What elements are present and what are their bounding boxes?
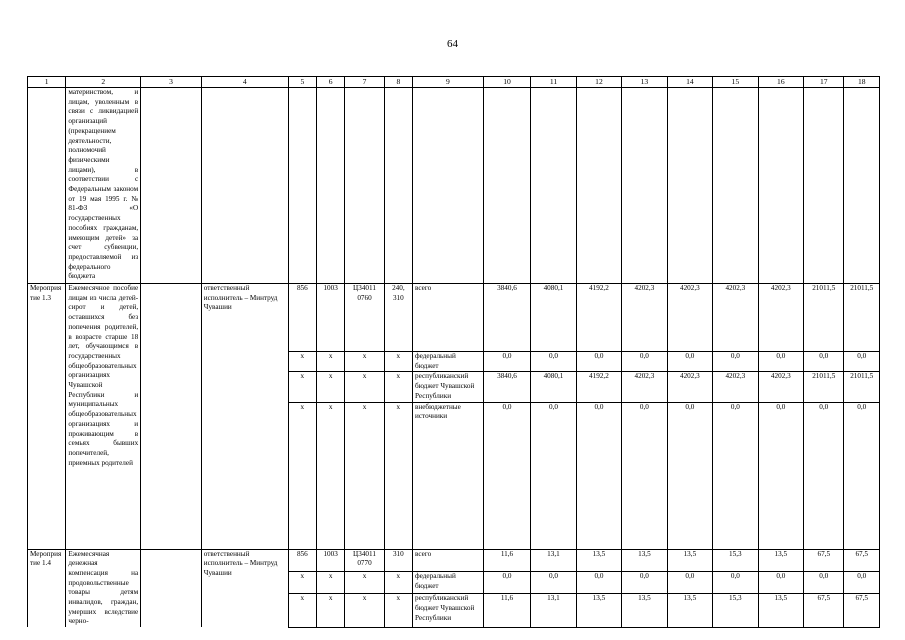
cont-col12 bbox=[576, 88, 621, 284]
value-cell: 67,5 bbox=[804, 594, 844, 627]
column-header-1: 1 bbox=[28, 77, 66, 88]
column-header-15: 15 bbox=[713, 77, 758, 88]
cell-c6: 1003 bbox=[317, 549, 345, 571]
cont-col1 bbox=[28, 88, 66, 284]
cell-c7: х bbox=[345, 571, 384, 593]
funding-source: всего bbox=[413, 284, 484, 352]
cell-c5: 856 bbox=[288, 284, 316, 352]
cell-c6: х bbox=[317, 594, 345, 627]
event-col3 bbox=[141, 549, 202, 627]
cont-col17 bbox=[804, 88, 844, 284]
cont-col5 bbox=[288, 88, 316, 284]
cont-col7 bbox=[345, 88, 384, 284]
cell-c5: х bbox=[288, 352, 316, 372]
value-cell: 4202,3 bbox=[713, 372, 758, 402]
value-cell: 4202,3 bbox=[758, 372, 803, 402]
value-cell: 13,5 bbox=[622, 549, 667, 571]
page-number: 64 bbox=[447, 38, 458, 50]
value-cell: 0,0 bbox=[713, 571, 758, 593]
value-cell: 11,6 bbox=[483, 549, 531, 571]
column-header-row bbox=[28, 77, 880, 88]
column-header-4: 4 bbox=[201, 77, 288, 88]
value-cell: 13,5 bbox=[576, 594, 621, 627]
value-cell: 21011,5 bbox=[804, 372, 844, 402]
value-cell: 13,1 bbox=[531, 549, 576, 571]
cont-col11 bbox=[531, 88, 576, 284]
value-cell: 13,5 bbox=[667, 594, 712, 627]
value-cell: 0,0 bbox=[758, 402, 803, 549]
value-cell: 67,5 bbox=[844, 549, 880, 571]
value-cell: 0,0 bbox=[713, 352, 758, 372]
value-cell: 0,0 bbox=[483, 402, 531, 549]
value-cell: 4080,1 bbox=[531, 284, 576, 352]
cell-c7: х bbox=[345, 402, 384, 549]
value-cell: 4202,3 bbox=[622, 372, 667, 402]
cell-c6: х bbox=[317, 571, 345, 593]
value-cell: 4202,3 bbox=[713, 284, 758, 352]
value-cell: 0,0 bbox=[667, 402, 712, 549]
value-cell: 21011,5 bbox=[804, 284, 844, 352]
event-label: Мероприятие 1.4 bbox=[28, 549, 66, 627]
value-cell: 13,5 bbox=[758, 594, 803, 627]
value-cell: 13,5 bbox=[576, 549, 621, 571]
value-cell: 67,5 bbox=[844, 594, 880, 627]
cell-c8: х bbox=[384, 372, 412, 402]
value-cell: 0,0 bbox=[531, 571, 576, 593]
value-cell: 4202,3 bbox=[622, 284, 667, 352]
value-cell: 13,5 bbox=[667, 549, 712, 571]
value-cell: 13,5 bbox=[622, 594, 667, 627]
cell-c7: х bbox=[345, 352, 384, 372]
value-cell: 0,0 bbox=[804, 352, 844, 372]
value-cell: 4202,3 bbox=[667, 372, 712, 402]
value-cell: 4192,2 bbox=[576, 284, 621, 352]
value-cell: 0,0 bbox=[622, 571, 667, 593]
value-cell: 0,0 bbox=[804, 402, 844, 549]
value-cell: 4192,2 bbox=[576, 372, 621, 402]
value-cell: 67,5 bbox=[804, 549, 844, 571]
funding-source: федеральный бюджет bbox=[413, 352, 484, 372]
event-executor: ответственный исполнитель – Минтруд Чувашии bbox=[201, 284, 288, 550]
cell-c5: х bbox=[288, 594, 316, 627]
cont-col9 bbox=[413, 88, 484, 284]
table-body bbox=[28, 77, 880, 628]
value-cell: 15,3 bbox=[713, 594, 758, 627]
cont-col13 bbox=[622, 88, 667, 284]
value-cell: 0,0 bbox=[667, 571, 712, 593]
column-header-2: 2 bbox=[66, 77, 141, 88]
cell-c7: х bbox=[345, 594, 384, 627]
cell-c5: 856 bbox=[288, 549, 316, 571]
cell-c5: х bbox=[288, 372, 316, 402]
cont-col8 bbox=[384, 88, 412, 284]
value-cell: 11,6 bbox=[483, 594, 531, 627]
funding-source: федеральный бюджет bbox=[413, 571, 484, 593]
funding-source: внебюджетные источники bbox=[413, 402, 484, 549]
cell-c7: х bbox=[345, 372, 384, 402]
value-cell: 0,0 bbox=[804, 571, 844, 593]
event-row bbox=[28, 549, 880, 571]
value-cell: 0,0 bbox=[576, 402, 621, 549]
event-executor: ответственный исполнитель – Минтруд Чувашии bbox=[201, 549, 288, 627]
value-cell: 4080,1 bbox=[531, 372, 576, 402]
funding-source: республиканский бюджет Чувашской Республики bbox=[413, 372, 484, 402]
cont-col4 bbox=[201, 88, 288, 284]
value-cell: 0,0 bbox=[483, 571, 531, 593]
value-cell: 0,0 bbox=[844, 402, 880, 549]
value-cell: 0,0 bbox=[758, 571, 803, 593]
cell-c8: 310 bbox=[384, 549, 412, 571]
cell-c5: х bbox=[288, 571, 316, 593]
cont-col3 bbox=[141, 88, 202, 284]
event-row bbox=[28, 284, 880, 352]
column-header-12: 12 bbox=[576, 77, 621, 88]
cell-c7: Ц34011 0770 bbox=[345, 549, 384, 571]
value-cell: 13,1 bbox=[531, 594, 576, 627]
column-header-16: 16 bbox=[758, 77, 803, 88]
funding-source: республиканский бюджет Чувашской Республики bbox=[413, 594, 484, 627]
value-cell: 0,0 bbox=[622, 352, 667, 372]
column-header-14: 14 bbox=[667, 77, 712, 88]
continued-row bbox=[28, 88, 880, 284]
column-header-7: 7 bbox=[345, 77, 384, 88]
cell-c8: х bbox=[384, 571, 412, 593]
column-header-11: 11 bbox=[531, 77, 576, 88]
value-cell: 0,0 bbox=[531, 352, 576, 372]
continued-description: материнством, и лицам, уволенным в связи с ликвидацией организаций (прекращением деятельности, полномочий физическими лицами), в соответствии с Федеральным законом от 19 мая 1995 г. № 81-ФЗ «О государственных пособиях гражданам, имеющим детей» за счет субвенции, предоставляемой из федерального бюджета bbox=[66, 88, 141, 284]
value-cell: 0,0 bbox=[713, 402, 758, 549]
value-cell: 0,0 bbox=[844, 352, 880, 372]
value-cell: 0,0 bbox=[622, 402, 667, 549]
column-header-13: 13 bbox=[622, 77, 667, 88]
event-description: Ежемесячное пособие лицам из числа детей-сирот и детей, оставшихся без попечения родителей, в возрасте старше 18 лет, обучающимся в государственных общеобразовательных организациях Чувашской Республики и муниципальных общеобразовательных организациях и проживающим в семьях бывших попечителей, приемных родителей bbox=[66, 284, 141, 550]
cell-c6: х bbox=[317, 372, 345, 402]
column-header-3: 3 bbox=[141, 77, 202, 88]
column-header-9: 9 bbox=[413, 77, 484, 88]
column-header-8: 8 bbox=[384, 77, 412, 88]
cell-c8: х bbox=[384, 402, 412, 549]
funding-source: всего bbox=[413, 549, 484, 571]
value-cell: 21011,5 bbox=[844, 284, 880, 352]
cell-c8: х bbox=[384, 352, 412, 372]
value-cell: 4202,3 bbox=[758, 284, 803, 352]
cont-col10 bbox=[483, 88, 531, 284]
value-cell: 3840,6 bbox=[483, 372, 531, 402]
value-cell: 0,0 bbox=[483, 352, 531, 372]
value-cell: 0,0 bbox=[844, 571, 880, 593]
cell-c6: х bbox=[317, 402, 345, 549]
value-cell: 0,0 bbox=[576, 352, 621, 372]
cont-col6 bbox=[317, 88, 345, 284]
value-cell: 0,0 bbox=[758, 352, 803, 372]
cont-col16 bbox=[758, 88, 803, 284]
column-header-17: 17 bbox=[804, 77, 844, 88]
cell-c5: х bbox=[288, 402, 316, 549]
program-table bbox=[27, 76, 880, 628]
cell-c6: 1003 bbox=[317, 284, 345, 352]
value-cell: 21011,5 bbox=[844, 372, 880, 402]
cont-col14 bbox=[667, 88, 712, 284]
value-cell: 0,0 bbox=[531, 402, 576, 549]
value-cell: 3840,6 bbox=[483, 284, 531, 352]
cont-col18 bbox=[844, 88, 880, 284]
column-header-6: 6 bbox=[317, 77, 345, 88]
value-cell: 4202,3 bbox=[667, 284, 712, 352]
column-header-10: 10 bbox=[483, 77, 531, 88]
value-cell: 15,3 bbox=[713, 549, 758, 571]
event-col3 bbox=[141, 284, 202, 550]
cont-col15 bbox=[713, 88, 758, 284]
column-header-18: 18 bbox=[844, 77, 880, 88]
value-cell: 0,0 bbox=[667, 352, 712, 372]
event-label: Мероприятие 1.3 bbox=[28, 284, 66, 550]
value-cell: 0,0 bbox=[576, 571, 621, 593]
cell-c6: х bbox=[317, 352, 345, 372]
event-description: Ежемесячная денежная компенсация на продовольственные товары детям инвалидов, граждан, умерших вследствие черно- bbox=[66, 549, 141, 627]
cell-c8: х bbox=[384, 594, 412, 627]
cell-c7: Ц34011 0760 bbox=[345, 284, 384, 352]
column-header-5: 5 bbox=[288, 77, 316, 88]
value-cell: 13,5 bbox=[758, 549, 803, 571]
cell-c8: 240, 310 bbox=[384, 284, 412, 352]
